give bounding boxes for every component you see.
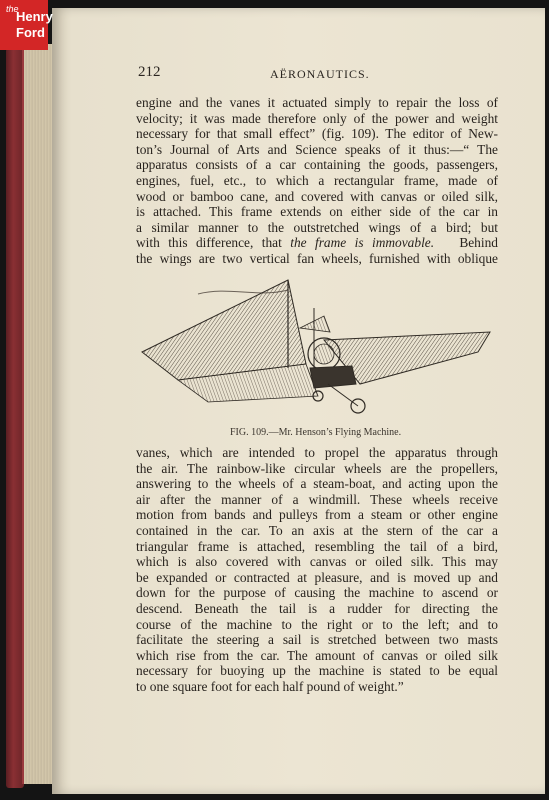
page-number: 212 bbox=[138, 64, 161, 80]
text-line: triangular frame is attached, resembling the tail of a bird, bbox=[136, 538, 498, 554]
bottom-paragraph bbox=[136, 445, 498, 695]
text-line: necessary for that small effect” (fig. 109). The editor of New- bbox=[136, 126, 498, 142]
text-line: a similar manner to the outstretched wings of a bird; but bbox=[136, 219, 498, 235]
text-line: apparatus consists of a car containing the goods, passengers, bbox=[136, 157, 498, 173]
propeller-wheel bbox=[314, 344, 334, 364]
text-line: facilitate the steering a sail is stretched between two masts bbox=[136, 632, 498, 648]
running-head: AËRONAUTICS. bbox=[270, 67, 370, 81]
text-line: down for the purpose of causing the machine to ascend or bbox=[136, 585, 498, 601]
text-line: air after the manner of a windmill. These wheels receive bbox=[136, 491, 498, 507]
text-line: the air. The rainbow-like circular wheels are the propellers, bbox=[136, 460, 498, 476]
top-paragraph bbox=[136, 95, 498, 267]
logo-line-henry: Henry bbox=[16, 9, 53, 24]
logo-line-the: the bbox=[6, 4, 19, 14]
car-body bbox=[310, 366, 356, 388]
logo-line-ford: Ford bbox=[16, 25, 45, 40]
text-line: engines, fuel, etc., to which a rectangular frame, made of bbox=[136, 172, 498, 188]
text-line: to one square foot for each half pound of weight.” bbox=[136, 678, 404, 694]
text-line: answering to the wheels of a steam-boat, and acting upon the bbox=[136, 476, 498, 492]
text-run: with this difference, that bbox=[136, 235, 291, 251]
text-line: vanes, which are intended to propel the apparatus through bbox=[136, 445, 498, 460]
flying-machine-illustration bbox=[138, 272, 494, 420]
text-line: wood or bamboo cane, and covered with canvas or oiled silk, bbox=[136, 188, 498, 204]
text-line: ton’s Journal of Arts and Science speaks of it thus:—“ The bbox=[136, 141, 498, 157]
henry-ford-logo bbox=[0, 0, 53, 50]
figure-caption: FIG. 109.—Mr. Henson’s Flying Machine. bbox=[230, 427, 402, 438]
text-line: be expanded or contracted at pleasure, and is moved up and bbox=[136, 569, 498, 585]
text-line: course of the machine to the right or to the left; and to bbox=[136, 616, 498, 632]
text-line: which is also covered with canvas or oiled silk. This may bbox=[136, 554, 498, 570]
text-line: the wings are two vertical fan wheels, furnished with oblique bbox=[136, 250, 498, 266]
text-line: necessary for buoying up the machine is stated to be equal bbox=[136, 663, 498, 679]
text-line-with-italic bbox=[136, 235, 498, 251]
strut bbox=[328, 384, 358, 406]
italic-phrase: the frame is immovable. bbox=[290, 235, 435, 251]
text-line: contained in the car. To an axis at the stern of the car a bbox=[136, 522, 498, 538]
text-line: which rise from the car. The amount of canvas or oiled silk bbox=[136, 647, 498, 663]
text-line: velocity; it was made therefore only of the power and weight bbox=[136, 110, 498, 126]
text-line: is attached. This frame extends on either side of the car in bbox=[136, 204, 498, 220]
tail-fin bbox=[300, 316, 330, 332]
page-stack-edge bbox=[22, 44, 56, 784]
text-line: engine and the vanes it actuated simply to repair the loss of bbox=[136, 95, 498, 110]
text-line: descend. Beneath the tail is a rudder for directing the bbox=[136, 600, 498, 616]
text-line: motion from bands and pulleys from a steam or other engine bbox=[136, 507, 498, 523]
text-run: Behind bbox=[459, 235, 498, 251]
left-wing bbox=[142, 280, 306, 380]
